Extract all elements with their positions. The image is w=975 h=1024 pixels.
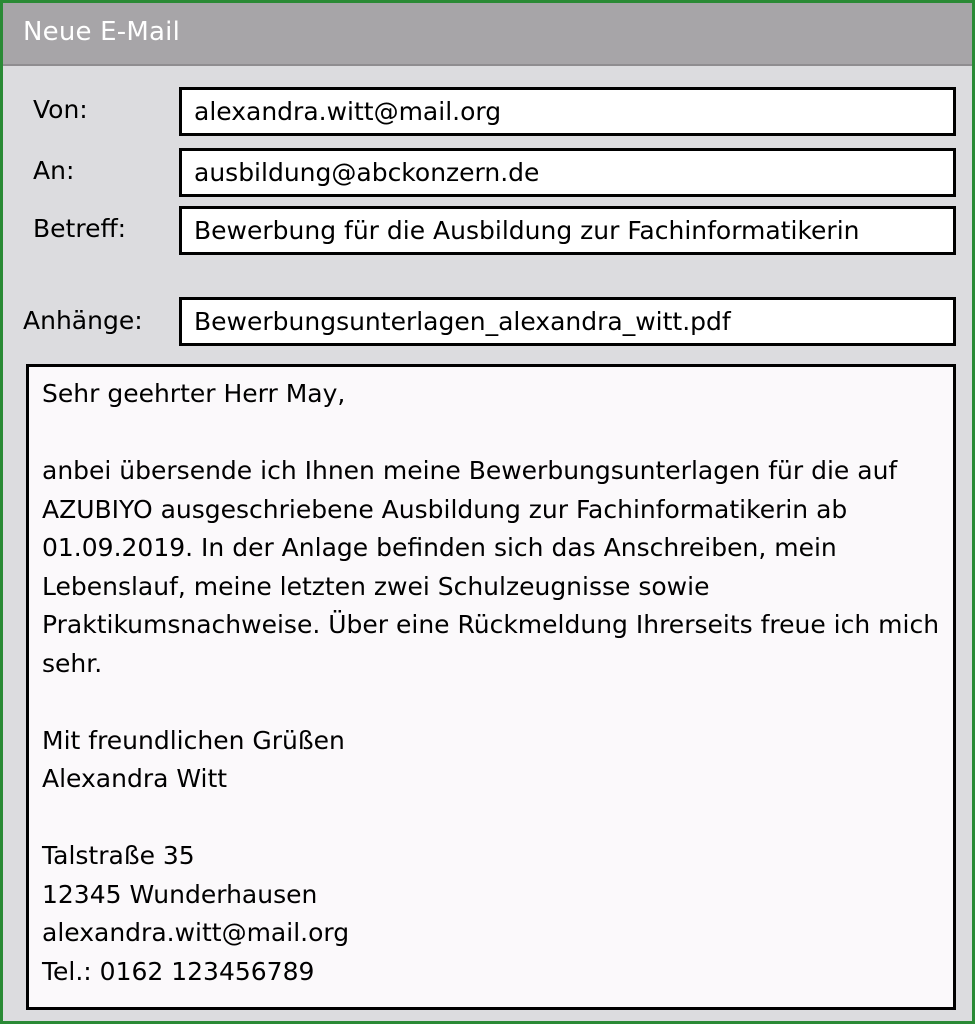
from-label: Von:: [33, 95, 88, 124]
address-street: Talstraße 35: [42, 841, 195, 870]
blank-line: [42, 683, 941, 722]
message-greeting: Sehr geehrter Herr May,: [42, 379, 346, 408]
address-email: alexandra.witt@mail.org: [42, 918, 350, 947]
attachments-field[interactable]: Bewerbungsunterlagen_alexandra_witt.pdf: [179, 297, 956, 346]
blank-line: [42, 414, 941, 453]
attachments-label: Anhänge:: [23, 306, 143, 335]
subject-field[interactable]: Bewerbung für die Ausbildung zur Fachinformatikerin: [179, 206, 956, 255]
address-phone: Tel.: 0162 123456789: [42, 956, 315, 986]
message-paragraph: anbei übersende ich Ihnen meine Bewerbungsunterlagen für die auf AZUBIYO ausgeschriebene Ausbildung zur Fachinformatikerin ab 01.09.2019. In der Anlage befinden sich das Anschreiben, mein Lebenslauf, meine letzten zwei Schulzeugnisse sowie Praktikumsnachweise. Über eine Rückmeldung Ihrerseits freue ich mich sehr.: [42, 456, 940, 678]
address-city: 12345 Wunderhausen: [42, 879, 318, 909]
from-field[interactable]: alexandra.witt@mail.org: [179, 87, 956, 136]
blank-line: [42, 799, 941, 838]
window-title: Neue E-Mail: [23, 17, 181, 47]
title-bar: [3, 3, 972, 66]
message-closing: Mit freundlichen Grüßen: [42, 725, 345, 755]
message-body-textarea[interactable]: [26, 364, 956, 1010]
subject-label: Betreff:: [33, 214, 127, 243]
to-label: An:: [33, 156, 75, 185]
to-field[interactable]: ausbildung@abckonzern.de: [179, 148, 956, 197]
signature-name: Alexandra Witt: [42, 764, 228, 793]
